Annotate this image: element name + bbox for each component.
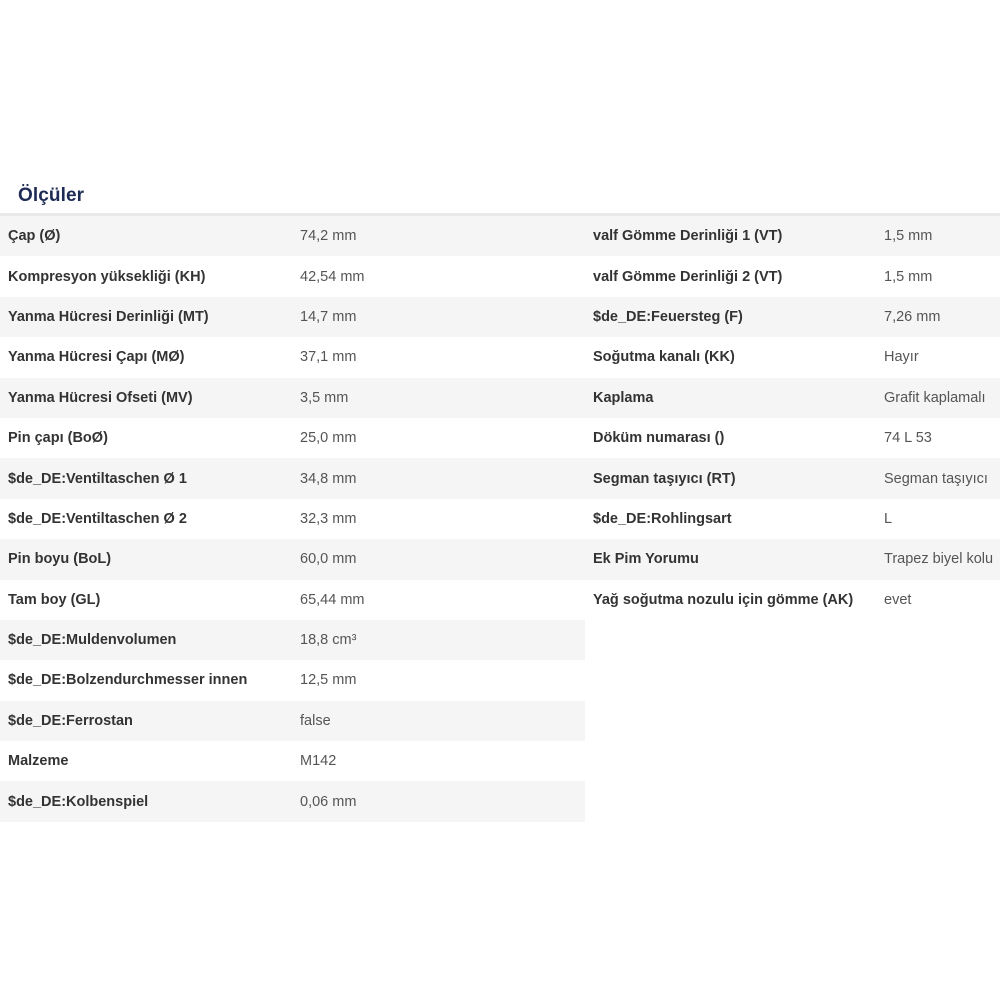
spec-label: Kompresyon yüksekliği (KH): [8, 268, 206, 285]
spec-label: $de_DE:Muldenvolumen: [8, 632, 177, 649]
spec-row: [0, 418, 585, 458]
spec-value: 32,3 mm: [300, 510, 357, 527]
spec-value: L: [884, 510, 893, 527]
spec-value: 1,5 mm: [884, 228, 933, 245]
spec-label: Pin boyu (BoL): [8, 551, 112, 568]
spec-label: $de_DE:Ventiltaschen Ø 2: [8, 510, 187, 527]
spec-row: [585, 499, 1000, 539]
spec-value: evet: [884, 591, 912, 608]
spec-row: [0, 256, 585, 296]
spec-label: $de_DE:Bolzendurchmesser innen: [8, 672, 248, 689]
spec-value: 12,5 mm: [300, 672, 357, 689]
spec-row: [0, 741, 585, 781]
spec-column-left: [0, 216, 585, 822]
spec-value: Hayır: [884, 349, 919, 366]
spec-row: [0, 580, 585, 620]
spec-label: Çap (Ø): [8, 228, 61, 245]
spec-row: [0, 458, 585, 498]
spec-value: 0,06 mm: [300, 793, 357, 810]
spec-value: Trapez biyel kolu: [884, 551, 994, 568]
spec-label: $de_DE:Ferrostan: [8, 712, 133, 729]
spec-row: [0, 499, 585, 539]
section-header: [0, 178, 1000, 216]
spec-row: [585, 539, 1000, 579]
spec-value: 74 L 53: [884, 430, 932, 447]
spec-label: Döküm numarası (): [593, 430, 725, 447]
spec-label: Yanma Hücresi Çapı (MØ): [8, 349, 185, 366]
spec-label: Kaplama: [593, 389, 654, 406]
spec-value: 42,54 mm: [300, 268, 365, 285]
dimensions-panel: [0, 178, 1000, 810]
spec-row: [585, 216, 1000, 256]
spec-value: Segman taşıyıcı: [884, 470, 988, 487]
section-title: Ölçüler: [18, 184, 85, 206]
spec-label: Yanma Hücresi Derinliği (MT): [8, 308, 209, 325]
spec-label: Ek Pim Yorumu: [593, 551, 699, 568]
spec-value: 65,44 mm: [300, 591, 365, 608]
spec-label: $de_DE:Rohlingsart: [593, 510, 732, 527]
spec-value: M142: [300, 753, 337, 770]
spec-value: 3,5 mm: [300, 389, 349, 406]
spec-row: [585, 256, 1000, 296]
spec-row: [585, 418, 1000, 458]
spec-row: [0, 337, 585, 377]
spec-row: [585, 458, 1000, 498]
spec-label: Pin çapı (BoØ): [8, 430, 108, 447]
spec-row: [585, 378, 1000, 418]
spec-label: valf Gömme Derinliği 1 (VT): [593, 228, 783, 245]
spec-value: 7,26 mm: [884, 308, 941, 325]
spec-label: Yanma Hücresi Ofseti (MV): [8, 389, 193, 406]
spec-row: [0, 216, 585, 256]
spec-column-right: [585, 216, 1000, 620]
spec-row: [0, 378, 585, 418]
spec-value: 60,0 mm: [300, 551, 357, 568]
spec-label: $de_DE:Feuersteg (F): [593, 308, 743, 325]
spec-label: $de_DE:Ventiltaschen Ø 1: [8, 470, 187, 487]
spec-value: 1,5 mm: [884, 268, 933, 285]
spec-value: 34,8 mm: [300, 470, 357, 487]
spec-row: [0, 781, 585, 821]
spec-value: false: [300, 712, 331, 729]
spec-value: 37,1 mm: [300, 349, 357, 366]
spec-label: valf Gömme Derinliği 2 (VT): [593, 268, 783, 285]
spec-row: [585, 297, 1000, 337]
spec-value: Grafit kaplamalı: [884, 389, 986, 406]
spec-row: [585, 580, 1000, 620]
spec-value: 25,0 mm: [300, 430, 357, 447]
spec-value: 74,2 mm: [300, 228, 357, 245]
spec-row: [0, 660, 585, 700]
spec-value: 18,8 cm³: [300, 632, 357, 649]
spec-row: [0, 620, 585, 660]
spec-row: [0, 297, 585, 337]
spec-label: Malzeme: [8, 753, 69, 770]
spec-row: [0, 539, 585, 579]
spec-label: Tam boy (GL): [8, 591, 101, 608]
spec-label: $de_DE:Kolbenspiel: [8, 793, 149, 810]
spec-row: [585, 337, 1000, 377]
spec-label: Yağ soğutma nozulu için gömme (AK): [593, 591, 854, 608]
spec-label: Soğutma kanalı (KK): [593, 349, 735, 366]
spec-label: Segman taşıyıcı (RT): [593, 470, 736, 487]
spec-value: 14,7 mm: [300, 308, 357, 325]
spec-row: [0, 701, 585, 741]
